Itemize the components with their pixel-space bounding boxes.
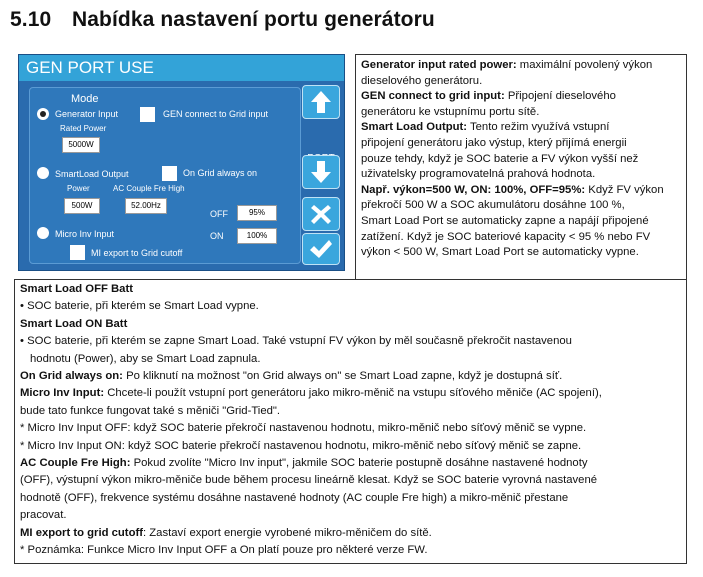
micro-inv-input-label: Micro Inv Input — [55, 229, 115, 239]
text-line — [20, 281, 681, 298]
term: AC Couple Fre High: — [20, 457, 131, 470]
power-label: Power — [67, 184, 90, 193]
on-label: ON — [210, 231, 224, 241]
text-line — [20, 385, 681, 402]
check-icon — [309, 239, 333, 259]
text-line: dieselového generátoru. — [361, 74, 483, 87]
on-grid-always-on-label: On Grid always on — [183, 168, 258, 178]
text: Pokud zvolíte "Micro Inv input", jakmile SOC baterie postupně dosáhne nastavené hodnoty — [130, 457, 588, 470]
confirm-button[interactable] — [302, 233, 340, 265]
text-line — [361, 58, 681, 74]
text-line — [361, 89, 681, 105]
text: Když FV výkon — [585, 183, 664, 196]
term: Smart Load OFF Batt — [20, 283, 133, 295]
on-field[interactable]: 100% — [237, 228, 277, 244]
text-line: • SOC baterie, při kterém se zapne Smart Load. Také vstupní FV výkon by měl současně překročit nastavenou — [20, 335, 572, 348]
gen-connect-grid-label: GEN connect to Grid input — [163, 109, 269, 119]
power-field[interactable]: 500W — [64, 198, 100, 214]
right-description-box — [355, 54, 687, 280]
on-grid-always-on-checkbox[interactable] — [162, 166, 177, 181]
generator-input-label: Generator Input — [55, 109, 119, 119]
down-button[interactable] — [302, 155, 340, 189]
ac-couple-label: AC Couple Fre High — [113, 184, 185, 193]
generator-input-radio[interactable] — [37, 108, 49, 120]
text-line — [20, 368, 681, 385]
smartload-output-radio[interactable] — [37, 167, 49, 179]
rated-power-field[interactable]: 5000W — [62, 137, 100, 153]
text-line: * Poznámka: Funkce Micro Inv Input OFF a On platí pouze pro některé verze FW. — [20, 544, 428, 557]
ac-couple-field[interactable]: 52.00Hz — [125, 198, 167, 214]
text-line: (OFF), výstupní výkon mikro-měniče bude během procesu lineárně klesat. Když se SOC baterie vyrovná nastavené — [20, 474, 598, 487]
term: Micro Inv Input: — [20, 387, 105, 400]
text: Chcete-li použít vstupní port generátoru jako mikro-měnič na vstupu síťového měniče (AC spojení), — [104, 387, 602, 400]
term: On Grid always on: — [20, 370, 123, 383]
term: Generator input rated power: — [361, 59, 517, 71]
text-line: připojení generátoru jako výstup, který přijímá energii — [361, 136, 627, 149]
text-line: generátoru ke vstupnímu portu sítě. — [361, 105, 540, 118]
section-title: Nabídka nastavení portu generátoru — [72, 8, 435, 31]
text: Tento režim využívá vstupní — [467, 121, 610, 134]
text-line — [20, 525, 681, 542]
text: Připojení dieselového — [504, 90, 616, 103]
arrow-up-icon — [310, 90, 332, 114]
text-line: uživatelsky programovatelná prahová hodnota. — [361, 168, 596, 181]
term: GEN connect to grid input: — [361, 90, 505, 103]
term: Smart Load ON Batt — [20, 317, 128, 330]
mi-export-cutoff-checkbox[interactable] — [70, 245, 85, 260]
text-line: pouze tehdy, když je SOC baterie a FV výkon vyšší než — [361, 152, 639, 165]
up-button[interactable] — [302, 85, 340, 119]
text-line: • SOC baterie, při kterém se Smart Load vypne. — [20, 300, 259, 313]
mi-export-cutoff-label: MI export to Grid cutoff — [91, 248, 183, 258]
text-line — [361, 120, 681, 136]
gen-port-use-screen — [18, 54, 345, 271]
text-line: Smart Load Port se automaticky zapne a napájí připojené — [361, 214, 649, 227]
section-number: 5.10 — [10, 8, 52, 31]
rated-power-label: Rated Power — [60, 124, 107, 133]
arrow-down-icon — [310, 160, 332, 184]
section-heading — [10, 8, 435, 32]
text-line — [20, 455, 681, 472]
text-line: * Micro Inv Input OFF: když SOC baterie překročí nastavenou hodnotu, mikro-měnič nebo síťový měnič se vypne. — [20, 422, 587, 435]
screen-title: GEN PORT USE — [19, 55, 344, 81]
text-line: zatížení. Když je SOC bateriové kapacity < 95 % nebo FV — [361, 230, 651, 243]
text: : Zastaví export energie vyrobené mikro-měničem do sítě. — [143, 526, 432, 539]
text-line: * Micro Inv Input ON: když SOC baterie překročí nastavenou hodnotu, mikro-měnič nebo síťový měnič se zapne. — [20, 439, 582, 452]
cancel-button[interactable] — [302, 197, 340, 231]
term: Např. výkon=500 W, ON: 100%, OFF=95%: — [361, 183, 586, 196]
gen-connect-grid-checkbox[interactable] — [140, 107, 155, 122]
text-line — [20, 316, 681, 333]
text-line: pracovat. — [20, 509, 67, 522]
off-field[interactable]: 95% — [237, 205, 277, 221]
text-line: hodnotu (Power), aby se Smart Load zapnula. — [30, 352, 261, 365]
text-line — [361, 183, 681, 199]
micro-inv-input-radio[interactable] — [37, 227, 49, 239]
text-line: hodnotě (OFF), frekvence systému dosáhne nastavené hodnoty (AC couple Fre high) a mikro-měnič přestane — [20, 491, 569, 504]
off-label: OFF — [210, 209, 228, 219]
smartload-output-label: SmartLoad Output — [55, 169, 129, 179]
term: MI export to grid cutoff — [20, 526, 143, 539]
text-line: bude tato funkce fungovat také s měniči "Grid-Tied". — [20, 404, 281, 417]
close-icon — [310, 203, 332, 225]
text: Po kliknutí na možnost "on Grid always on" se Smart Load zapne, když je dostupná síť. — [122, 370, 563, 383]
term: Smart Load Output: — [361, 121, 468, 134]
text-line: výkon < 500 W, Smart Load Port se automaticky vypne. — [361, 246, 639, 259]
text-line: překročí 500 W a SOC akumulátoru dosáhne 100 %, — [361, 199, 625, 212]
mode-panel — [29, 87, 301, 264]
bottom-description-box — [14, 279, 687, 564]
mode-label: Mode — [71, 93, 99, 105]
text: maximální povolený výkon — [516, 59, 653, 71]
